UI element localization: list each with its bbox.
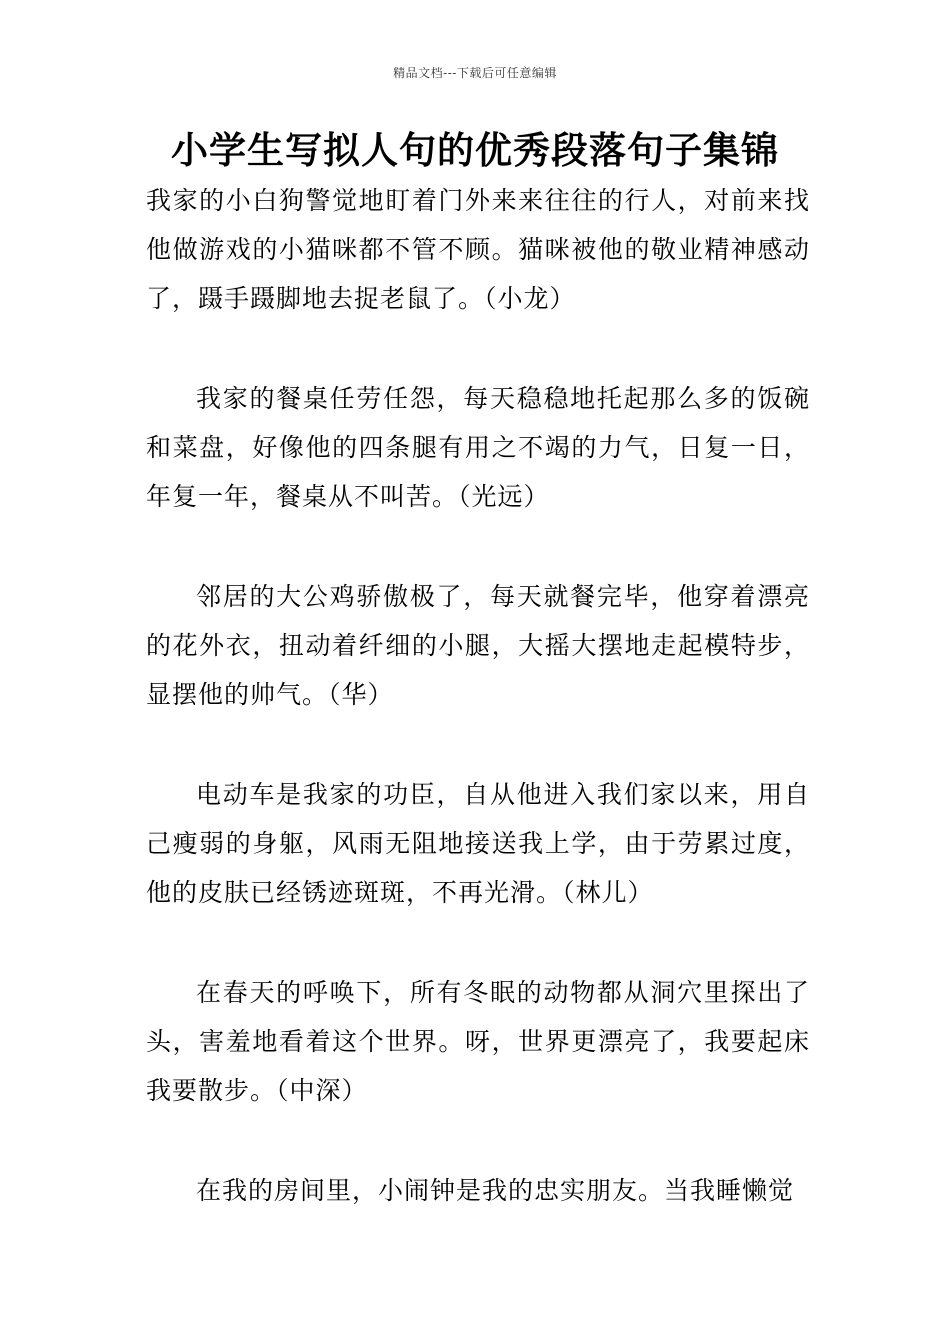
paragraph-4: 电动车是我家的功臣，自从他进入我们家以来，用自己瘦弱的身躯，风雨无阻地接送我上学，由于劳累过度，他的皮肤已经锈迹斑斑，不再光滑。（林儿）	[146, 780, 810, 907]
paragraph-6: 在我的房间里，小闹钟是我的忠实朋友。当我睡懒觉	[196, 1176, 795, 1205]
document-title: 小学生写拟人句的优秀段落句子集锦	[171, 129, 779, 172]
paragraph-2: 我家的餐桌任劳任怨，每天稳稳地托起那么多的饭碗和菜盘，好像他的四条腿有用之不竭的力气，日复一日，年复一年，餐桌从不叫苦。（光远）	[146, 384, 810, 511]
document-body	[146, 176, 810, 1215]
paragraph-3: 邻居的大公鸡骄傲极了，每天就餐完毕，他穿着漂亮的花外衣，扭动着纤细的小腿，大摇大摆地走起模特步，显摆他的帅气。（华）	[146, 582, 810, 709]
page-header: 精品文档---下载后可任意编辑	[393, 66, 557, 80]
paragraph-5: 在春天的呼唤下，所有冬眠的动物都从洞穴里探出了头，害羞地看着这个世界。呀，世界更漂亮了，我要起床我要散步。（中深）	[146, 978, 810, 1105]
paragraph-1: 我家的小白狗警觉地盯着门外来来往往的行人，对前来找他做游戏的小猫咪都不管不顾。猫咪被他的敬业精神感动了，蹑手蹑脚地去捉老鼠了。（小龙）	[146, 186, 810, 313]
